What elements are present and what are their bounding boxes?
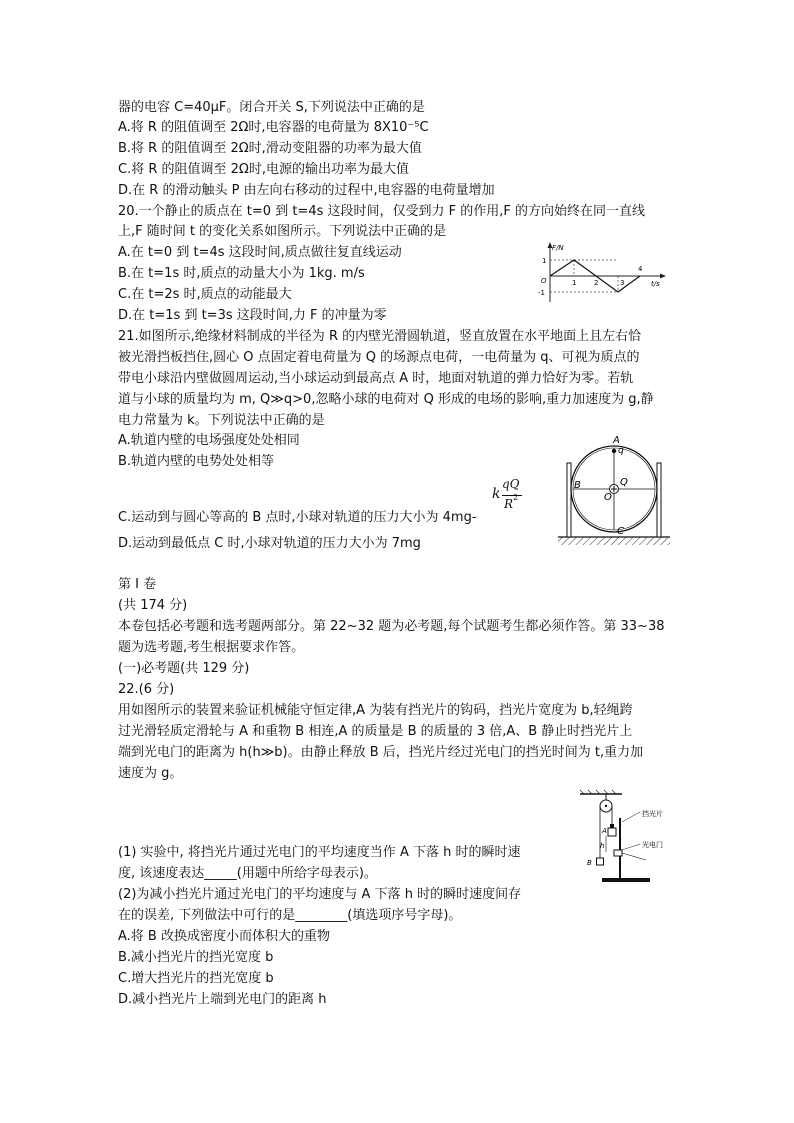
fraction-numerator: qQ (502, 477, 520, 491)
q22-stem-2: 过光滑轻质定滑轮与 A 和重物 B 相连,A 的质量是 B 的质量的 3 倍,A、B 静止时挡光片上 (118, 724, 633, 739)
fraction-bar (502, 495, 522, 496)
q22-option-a: A.将 B 改换成密度小而体积大的重物 (118, 929, 330, 944)
weight-b (597, 858, 604, 865)
q21-stem-4: 道与小球的质量均为 m, Q≫q>0,忽略小球的电荷对 Q 形成的电场的影响,重力加速度为 g,静 (118, 392, 654, 407)
q21-stem-1: 21.如图所示,绝缘材料制成的半径为 R 的内壁光滑圆轨道，竖直放置在水平地面上且左右恰 (118, 329, 642, 344)
label-weight-b: B (587, 859, 592, 867)
circular-track-figure (556, 430, 676, 550)
right-baffle (657, 463, 661, 537)
q21-stem-2: 被光滑挡板挡住,圆心 O 点固定着电荷量为 Q 的场源点电荷，一电荷量为 q、可视为质点的 (118, 350, 640, 365)
q19-option-c: C.将 R 的阻值调至 2Ω时,电源的输出功率为最大值 (118, 162, 409, 177)
photogate-apparatus-figure (576, 790, 688, 892)
section-title: 第 I 卷 (118, 577, 157, 592)
q22-part1-line2: 度, 该速度表达_____(用题中所给字母表示)。 (118, 866, 377, 881)
left-baffle (567, 463, 571, 537)
graph-ytick-neg1: -1 (538, 289, 545, 297)
leader-shade (622, 812, 640, 822)
label-b: B (574, 480, 581, 491)
q22-part2-line2: 在的误差, 下列做法中可行的是________(填选项序号字母)。 (118, 908, 462, 923)
fraction-exponent: 2 (513, 493, 519, 502)
section-note-1: 本卷包括必考题和选考题两部分。第 22~32 题为必考题,每个试题考生都必须作答。第 33~38 (118, 619, 665, 634)
graph-xlabel: t/s (651, 280, 660, 288)
q19-option-a: A.将 R 的阻值调至 2Ω时,电容器的电荷量为 8X10⁻⁵C (118, 120, 429, 135)
required-section: (一)必考题(共 129 分) (118, 661, 250, 676)
q22-stem-3: 端到光电门的距离为 h(h≫b)。由静止释放 B 后，挡光片经过光电门的挡光时间为 t,重力加 (118, 745, 644, 760)
q21-option-d: D.运动到最低点 C 时,小球对轨道的压力大小为 7mg (118, 536, 421, 551)
label-weight-a: A (602, 827, 607, 835)
q21-stem-5: 电力常量为 k。下列说法中正确的是 (118, 413, 325, 428)
label-light-shield: 挡光片 (642, 810, 663, 818)
fraction-k: k (492, 486, 501, 502)
label-big-q: Q (620, 477, 628, 488)
section-note-2: 题为选考题,考生根据要求作答。 (118, 640, 305, 655)
graph-xtick-3: 3 (620, 279, 625, 287)
q22-option-d: D.减小挡光片上端到光电门的距离 h (118, 992, 327, 1007)
label-o: O (604, 492, 612, 503)
q22-option-c: C.增大挡光片的挡光宽度 b (118, 971, 274, 986)
ball-at-a (612, 449, 616, 453)
q19-option-b: B.将 R 的阻值调至 2Ω时,滑动变阻器的功率为最大值 (118, 141, 422, 156)
coulomb-fraction (492, 476, 526, 520)
ground-hatching (558, 537, 670, 545)
label-a: A (613, 435, 620, 446)
light-shield (610, 824, 614, 828)
q21-option-b: B.轨道内壁的电势处处相等 (118, 454, 275, 469)
graph-x-arrow (660, 274, 666, 279)
label-c: C (617, 526, 624, 537)
q21-option-c: C.运动到与圆心等高的 B 点时,小球对轨道的压力大小为 4mg- (118, 510, 477, 525)
graph-xtick-4: 4 (638, 265, 643, 273)
leader-gate (622, 844, 640, 850)
stand-base (602, 878, 650, 882)
q21-option-a: A.轨道内壁的电场强度处处相同 (118, 433, 300, 448)
graph-origin: O (541, 277, 547, 285)
weight-a (608, 828, 616, 836)
force-time-graph (538, 240, 670, 308)
q22-part1-line1: (1) 实验中, 将挡光片通过光电门的平均速度当作 A 下落 h 时的瞬时速 (118, 845, 521, 860)
q19-stem: 器的电容 C=40μF。闭合开关 S,下列说法中正确的是 (118, 100, 425, 115)
q20-option-a: A.在 t=0 到 t=4s 这段时间,质点做往复直线运动 (118, 245, 402, 260)
q20-option-d: D.在 t=1s 到 t=3s 这段时间,力 F 的冲量为零 (118, 308, 387, 323)
photogate-cable (622, 853, 646, 860)
q20-option-c: C.在 t=2s 时,质点的动能最大 (118, 287, 292, 302)
label-h: h (600, 842, 605, 850)
graph-xtick-1: 1 (572, 279, 577, 287)
section-score: (共 174 分) (118, 598, 188, 613)
label-photogate: 光电门 (642, 841, 663, 849)
label-q: q (618, 446, 624, 456)
q22-stem-4: 速度为 g。 (118, 766, 183, 781)
photogate (614, 850, 622, 856)
q22-heading: 22.(6 分) (118, 682, 175, 697)
graph-xtick-2: 2 (594, 279, 599, 287)
q22-part2-line1: (2)为减小挡光片通过光电门的平均速度与 A 下落 h 时的瞬时速度间存 (118, 887, 522, 902)
q22-option-b: B.减小挡光片的挡光宽度 b (118, 950, 274, 965)
q20-option-b: B.在 t=1s 时,质点的动量大小为 1kg. m/s (118, 266, 365, 281)
graph-ytick-1: 1 (542, 257, 547, 265)
graph-ylabel: F/N (552, 244, 564, 252)
q20-stem-2: 上,F 随时间 t 的变化关系如图所示。下列说法中正确的是 (118, 224, 447, 239)
q20-stem-1: 20.一个静止的质点在 t=0 到 t=4s 这段时间，仅受到力 F 的作用,F 的方向始终在同一直线 (118, 204, 645, 219)
q22-stem-1: 用如图所示的装置来验证机械能守恒定律,A 为装有挡光片的钩码，挡光片宽度为 b,轻绳跨 (118, 703, 633, 718)
fraction-denominator: R (504, 497, 514, 511)
q19-option-d: D.在 R 的滑动触头 P 由左向右移动的过程中,电容器的电荷量增加 (118, 183, 495, 198)
q21-stem-3: 带电小球沿内壁做圆周运动,当小球运动到最高点 A 时，地面对轨道的弹力恰好为零。若轨 (118, 371, 634, 386)
